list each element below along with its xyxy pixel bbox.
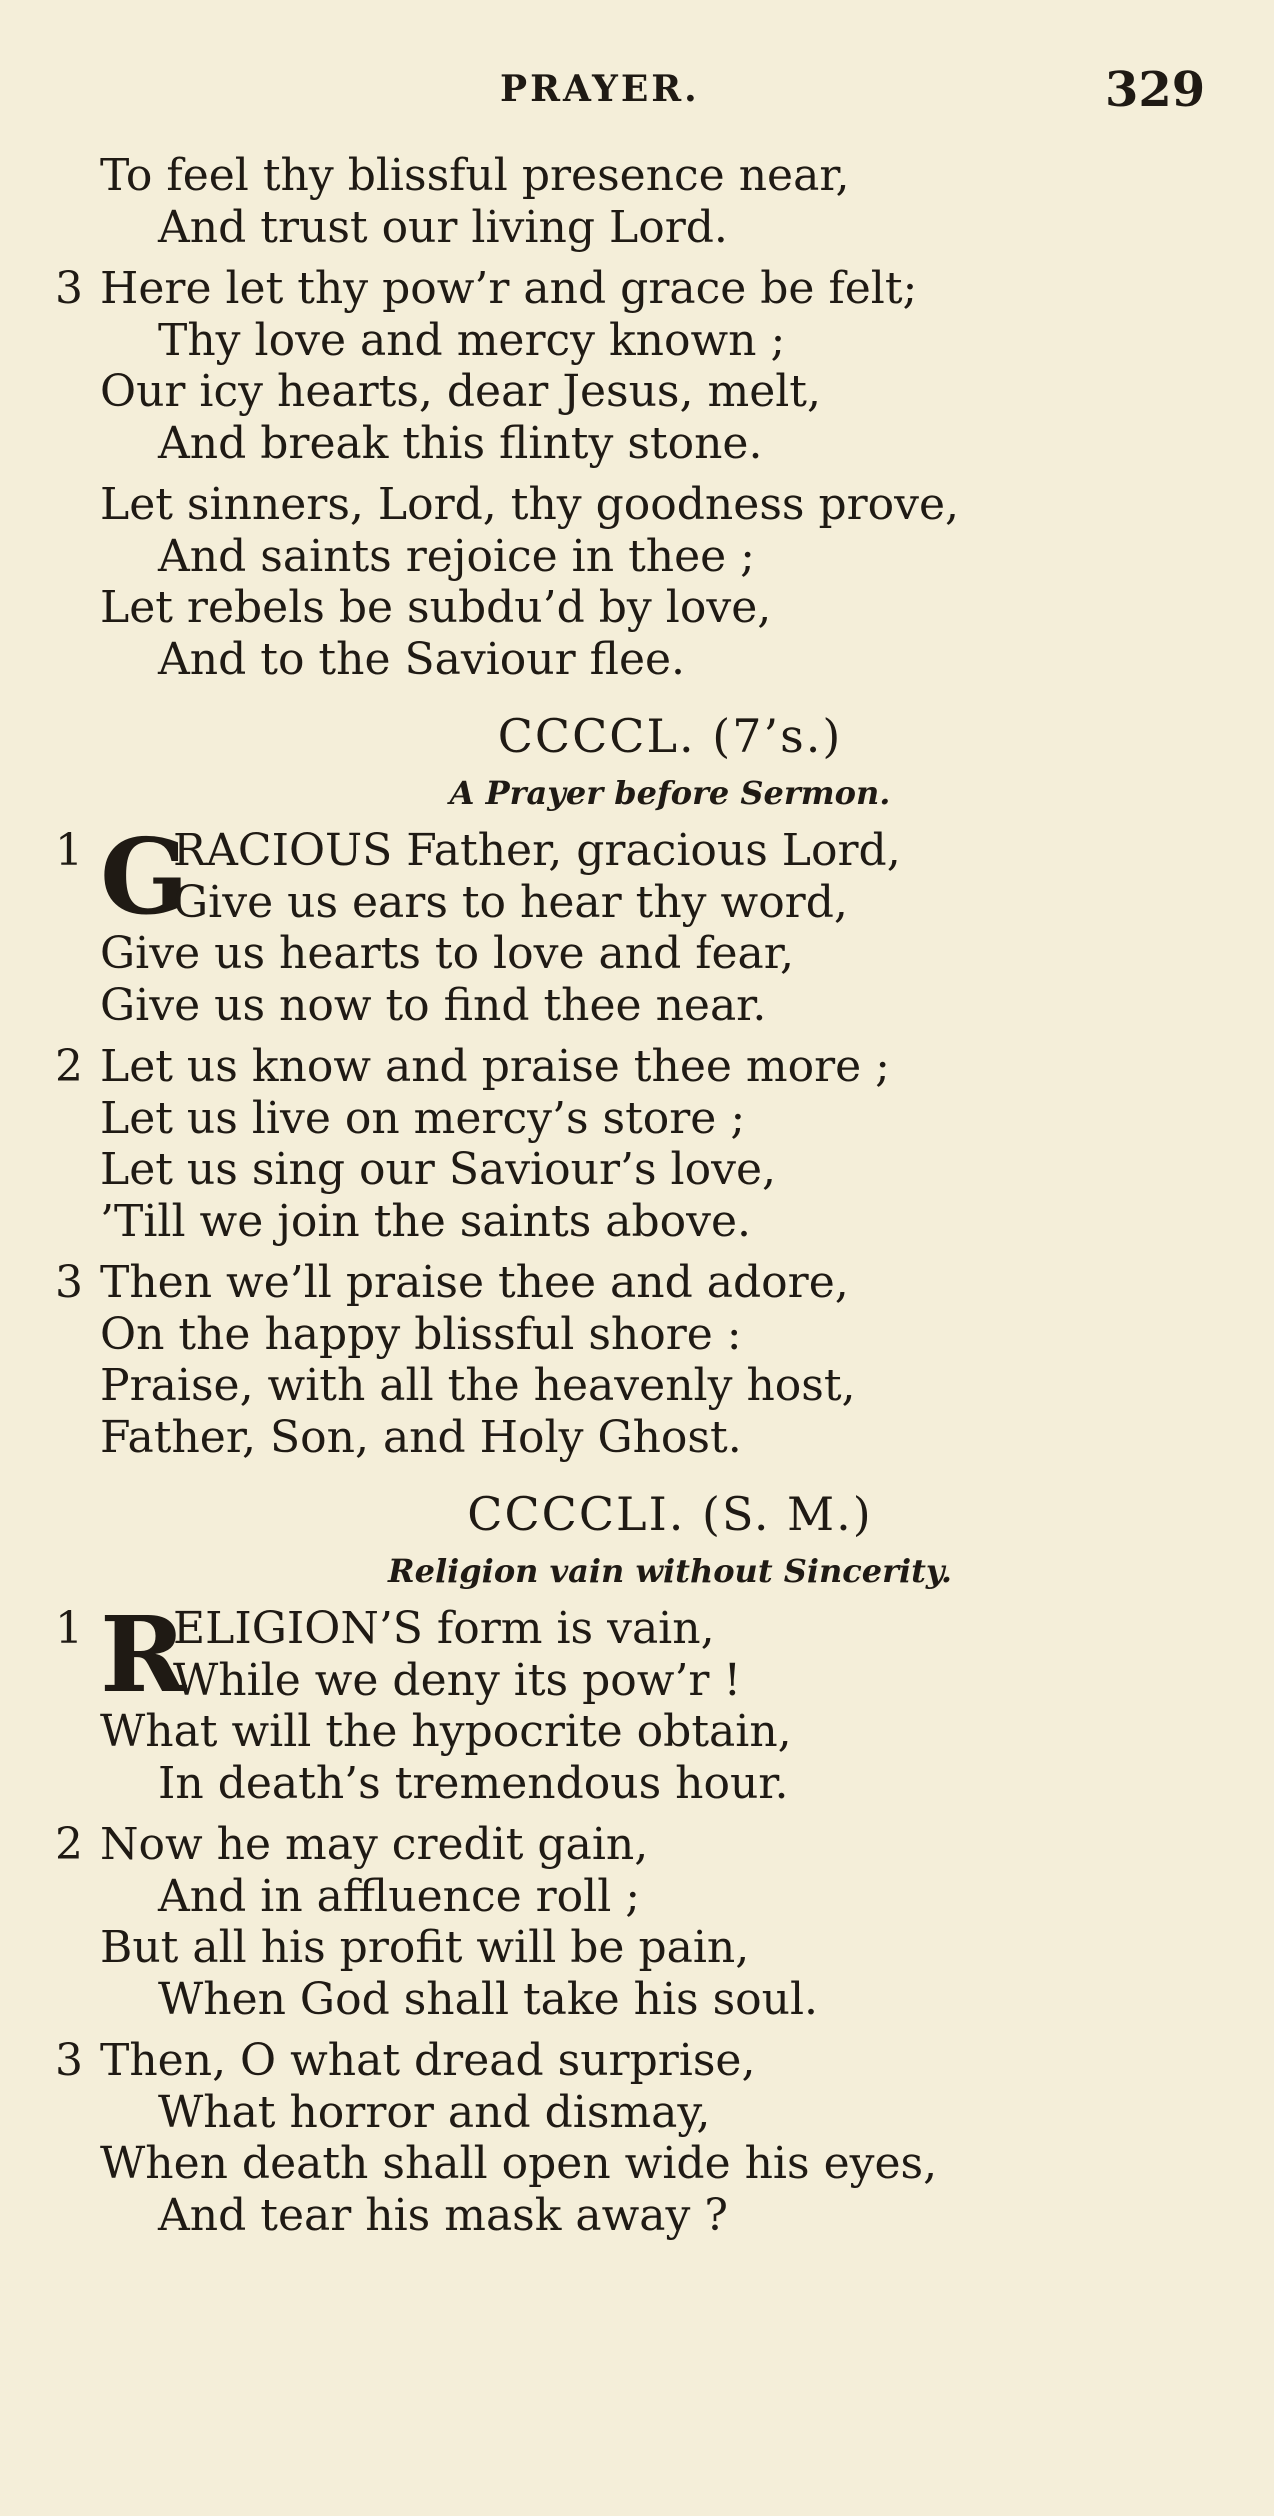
page-number: 329 — [1105, 62, 1206, 118]
hymn-heading: CCCCLI. (S. M.) — [467, 1487, 873, 1541]
verse-line: What horror and dismay, — [158, 2086, 711, 2138]
verse-line — [55, 263, 1245, 315]
verse-line: To feel thy blissful presence near, — [100, 150, 850, 201]
verse-line — [55, 1819, 1245, 1871]
verse-text: Then we’ll praise thee and adore, — [100, 1257, 849, 1308]
verse-line: Let rebels be subdu’d by love, — [100, 582, 772, 633]
stanza-number: 1 — [55, 1603, 83, 1654]
hymn-subtitle: Religion vain without Sincerity. — [388, 1552, 952, 1590]
verse-line: And break this flinty stone. — [158, 417, 763, 469]
verse-text: Then, O what dread surprise, — [100, 2035, 756, 2086]
verse-line: When God shall take his soul. — [158, 1973, 819, 2025]
verse-line: And in affluence roll ; — [158, 1870, 641, 1922]
verse-line — [55, 2035, 1245, 2087]
verse-line: And saints rejoice in thee ; — [158, 530, 755, 582]
verse-text: Let us know and praise thee more ; — [100, 1041, 890, 1092]
verse-line: And trust our living Lord. — [158, 201, 728, 253]
stanza-number: 3 — [55, 2035, 83, 2086]
verse-line — [55, 1041, 1245, 1093]
verse-line: Let sinners, Lord, thy goodness prove, — [100, 479, 960, 530]
verse-line: ’Till we join the saints above. — [100, 1195, 752, 1247]
page-header — [0, 62, 1274, 128]
verse-line: And tear his mask away ? — [158, 2189, 728, 2241]
drop-cap: R — [100, 1593, 187, 1716]
hymn-subtitle: A Prayer before Sermon. — [449, 774, 891, 812]
stanza-number: 2 — [55, 1819, 83, 1870]
verse-line: On the happy blissful shore : — [100, 1308, 742, 1360]
verse-line: Let us sing our Saviour’s love, — [100, 1144, 776, 1195]
drop-cap: G — [100, 815, 189, 938]
verse-line: In death’s tremendous hour. — [158, 1757, 789, 1809]
verse-line: When death shall open wide his eyes, — [100, 2138, 938, 2189]
stanza-opening — [55, 1593, 1245, 1716]
stanza-number: 1 — [55, 825, 83, 876]
verse-line: Our icy hearts, dear Jesus, melt, — [100, 366, 821, 417]
verse-line: Let us live on mercy’s store ; — [100, 1092, 746, 1144]
hymn-heading: CCCCL. (7’s.) — [497, 709, 843, 763]
verse-line — [55, 1257, 1245, 1309]
verse-line: But all his profit will be pain, — [100, 1922, 750, 1973]
verse-line: ELIGION’S form is vain, — [173, 1603, 715, 1654]
verse-line: Give us ears to hear thy word, — [173, 876, 848, 928]
verse-text: Here let thy pow’r and grace be felt; — [100, 263, 918, 314]
page-content — [55, 150, 1245, 2241]
verse-text: Now he may credit gain, — [100, 1819, 649, 1870]
verse-line: RACIOUS Father, gracious Lord, — [173, 825, 901, 876]
running-head: PRAYER. — [500, 68, 700, 110]
verse-line: Give us now to find thee near. — [100, 979, 767, 1031]
verse-line: Give us hearts to love and fear, — [100, 928, 794, 979]
verse-line: Father, Son, and Holy Ghost. — [100, 1411, 742, 1463]
stanza-opening — [55, 815, 1245, 938]
stanza-number: 3 — [55, 1257, 83, 1308]
verse-line: While we deny its pow’r ! — [173, 1654, 742, 1706]
stanza-number: 3 — [55, 263, 83, 314]
verse-line: Praise, with all the heavenly host, — [100, 1360, 856, 1411]
verse-line: What will the hypocrite obtain, — [100, 1706, 792, 1757]
verse-line: And to the Saviour flee. — [158, 633, 686, 685]
verse-line: Thy love and mercy known ; — [158, 314, 786, 366]
stanza-number: 2 — [55, 1041, 83, 1092]
